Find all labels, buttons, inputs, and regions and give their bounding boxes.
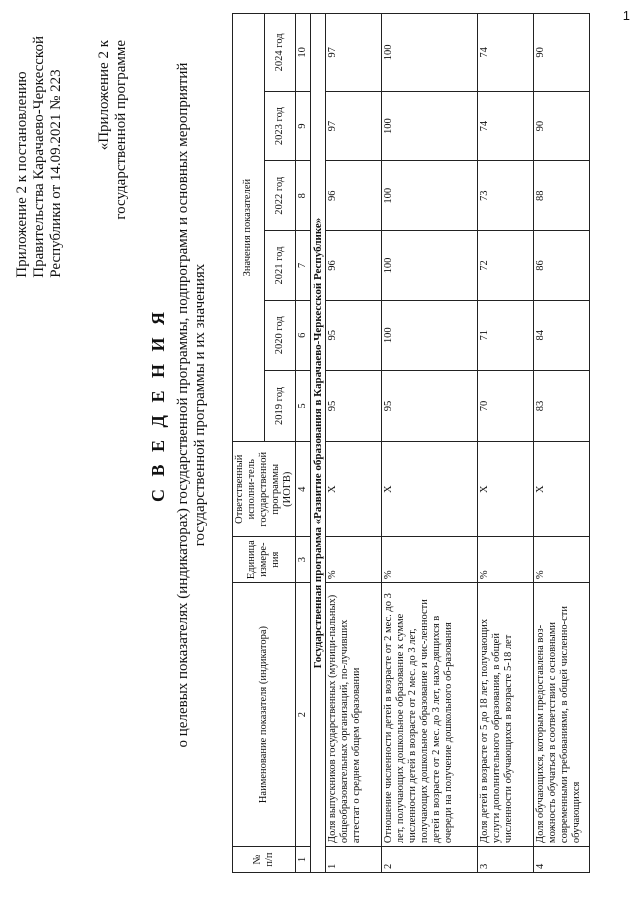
indicators-table bbox=[232, 13, 590, 873]
col-number: 5 bbox=[296, 370, 311, 442]
row-value: 97 bbox=[326, 91, 382, 161]
title-subtitle bbox=[175, 55, 209, 755]
col-number: 10 bbox=[296, 14, 311, 92]
header-year: 2023 год bbox=[264, 91, 296, 161]
row-value: 73 bbox=[478, 161, 534, 231]
col-number: 6 bbox=[296, 300, 311, 370]
row-num: 4 bbox=[534, 847, 590, 873]
header-values-group: Значения показателей bbox=[233, 14, 265, 442]
row-executor: X bbox=[478, 442, 534, 537]
table-row bbox=[326, 14, 382, 873]
table-row bbox=[478, 14, 534, 873]
appendix-block bbox=[14, 36, 65, 278]
title-main: С В Е Д Е Н И Я bbox=[148, 308, 168, 502]
row-value: 90 bbox=[534, 14, 590, 92]
row-executor: X bbox=[382, 442, 478, 537]
row-value: 71 bbox=[478, 300, 534, 370]
row-value: 95 bbox=[326, 300, 382, 370]
row-value: 97 bbox=[326, 14, 382, 92]
table-row bbox=[382, 14, 478, 873]
col-number: 7 bbox=[296, 231, 311, 301]
subtitle-line: о целевых показателях (индикаторах) государственной программы, подпрограмм и основных мероприятий bbox=[175, 62, 191, 748]
row-name: Доля выпускников государственных (муници-пальных) общеобразовательных организаций, по-лучивших аттестат о среднем общем образовании bbox=[326, 583, 382, 847]
header-num: № п/п bbox=[233, 847, 296, 873]
header-executor: Ответственный исполни-тель государственной программы (ИОГВ) bbox=[233, 442, 296, 537]
col-number: 9 bbox=[296, 91, 311, 161]
col-number: 3 bbox=[296, 537, 311, 583]
row-name: Отношение численности детей в возрасте от 2 мес. до 3 лет, получающих дошкольное образование к сумме численности детей в возрасте от 2 мес. до 3 лет, получающих дошкольное образование и чис-ленности детей в возрасте от 2 мес. до 3 лет, нахо-дящихся в очереди на получение дошкольного об-разования bbox=[382, 583, 478, 847]
row-unit: % bbox=[326, 537, 382, 583]
row-unit: % bbox=[478, 537, 534, 583]
header-year: 2024 год bbox=[264, 14, 296, 92]
row-value: 100 bbox=[382, 300, 478, 370]
row-value: 88 bbox=[534, 161, 590, 231]
program-appendix-line: «Приложение 2 к bbox=[96, 40, 112, 151]
col-number: 4 bbox=[296, 442, 311, 537]
program-appendix-block bbox=[96, 40, 130, 220]
row-value: 74 bbox=[478, 14, 534, 92]
row-value: 90 bbox=[534, 91, 590, 161]
row-executor: X bbox=[534, 442, 590, 537]
program-title: Государственная программа «Развитие образования в Карачаево-Черкесской Республике» bbox=[311, 14, 326, 873]
col-number: 1 bbox=[296, 847, 311, 873]
appendix-line: Правительства Карачаево-Черкесской bbox=[31, 36, 47, 278]
row-value: 84 bbox=[534, 300, 590, 370]
row-unit: % bbox=[382, 537, 478, 583]
row-value: 95 bbox=[382, 370, 478, 442]
page-number: 1 bbox=[622, 8, 630, 23]
row-value: 96 bbox=[326, 231, 382, 301]
row-name: Доля обучающихся, которым предоставлена воз-можность обучаться в соответствии с основными современными требованиями, в общей численно-сти обучающихся bbox=[534, 583, 590, 847]
header-year: 2019 год bbox=[264, 370, 296, 442]
header-name: Наименование показателя (индикатора) bbox=[233, 583, 296, 847]
table-row bbox=[534, 14, 590, 873]
column-number-row bbox=[296, 14, 311, 873]
header-year: 2020 год bbox=[264, 300, 296, 370]
col-number: 8 bbox=[296, 161, 311, 231]
program-title-row bbox=[311, 14, 326, 873]
program-appendix-line: государственной программе bbox=[113, 40, 129, 220]
header-unit: Единица измере-ния bbox=[233, 537, 296, 583]
row-num: 3 bbox=[478, 847, 534, 873]
row-value: 100 bbox=[382, 161, 478, 231]
row-num: 2 bbox=[382, 847, 478, 873]
row-value: 100 bbox=[382, 231, 478, 301]
row-value: 96 bbox=[326, 161, 382, 231]
subtitle-line: государственной программы и их значениях bbox=[192, 263, 208, 547]
appendix-line: Приложение 2 к постановлению bbox=[14, 71, 30, 278]
row-value: 83 bbox=[534, 370, 590, 442]
row-value: 95 bbox=[326, 370, 382, 442]
row-name: Доля детей в возрасте от 5 до 18 лет, получающих услуги дополнительного образования, в общей численности обучающихся в возрасте 5-18 лет bbox=[478, 583, 534, 847]
row-executor: X bbox=[326, 442, 382, 537]
row-value: 74 bbox=[478, 91, 534, 161]
header-year: 2021 год bbox=[264, 231, 296, 301]
header-year: 2022 год bbox=[264, 161, 296, 231]
row-value: 86 bbox=[534, 231, 590, 301]
row-value: 70 bbox=[478, 370, 534, 442]
document-title bbox=[148, 55, 209, 755]
appendix-line: Республики от 14.09.2021 № 223 bbox=[48, 69, 64, 278]
col-number: 2 bbox=[296, 583, 311, 847]
row-value: 100 bbox=[382, 14, 478, 92]
row-value: 72 bbox=[478, 231, 534, 301]
row-unit: % bbox=[534, 537, 590, 583]
row-value: 100 bbox=[382, 91, 478, 161]
row-num: 1 bbox=[326, 847, 382, 873]
